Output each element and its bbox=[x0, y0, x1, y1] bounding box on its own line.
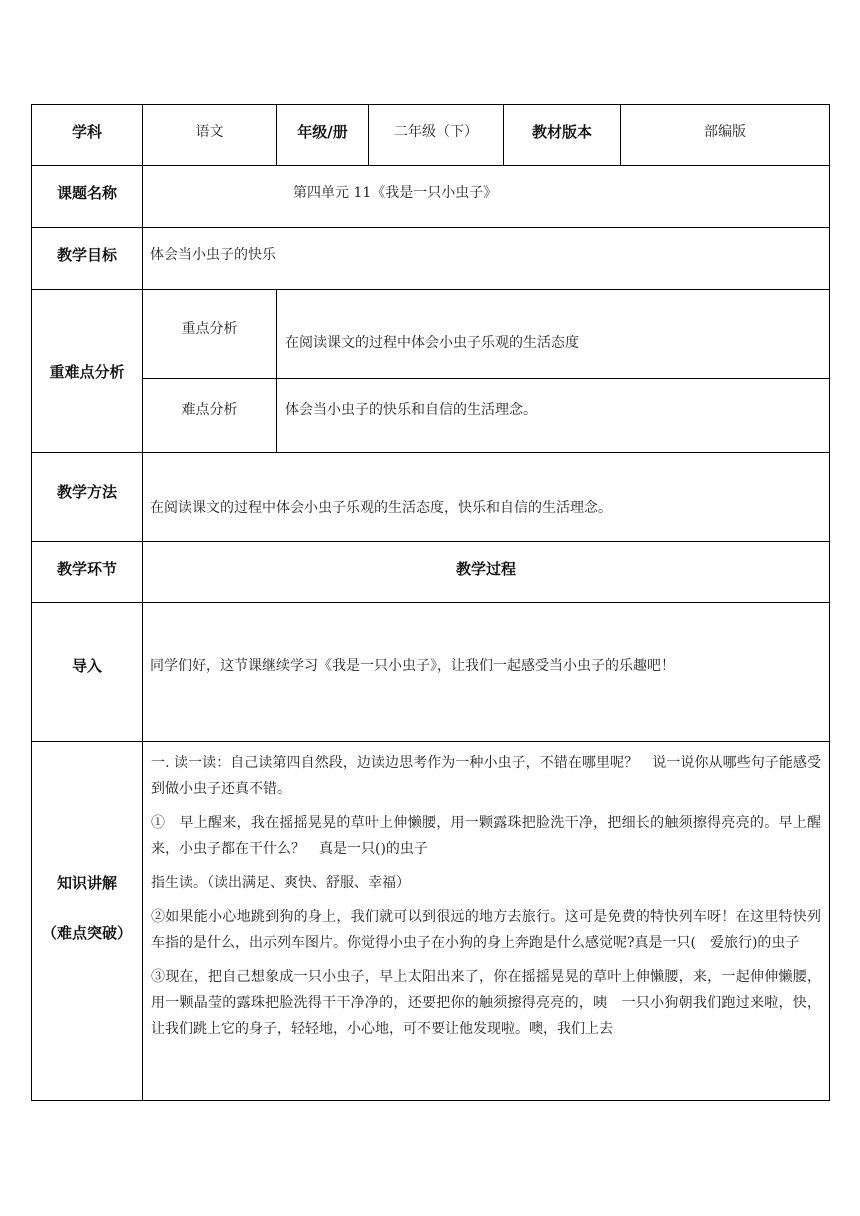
intro-value: 同学们好，这节课继续学习《我是一只小虫子》，让我们一起感受当小虫子的乐趣吧！ bbox=[143, 603, 830, 742]
goal-value: 体会当小虫子的快乐 bbox=[143, 228, 830, 290]
analysis-label: 重难点分析 bbox=[32, 290, 143, 453]
goal-row bbox=[32, 228, 830, 290]
difficult-analysis-value: 体会当小虫子的快乐和自信的生活理念。 bbox=[277, 379, 830, 453]
process-stage-label: 教学环节 bbox=[32, 542, 143, 603]
knowledge-content bbox=[143, 742, 829, 1100]
method-label: 教学方法 bbox=[32, 453, 143, 542]
knowledge-label-cell bbox=[32, 742, 143, 1101]
lesson-title: 第四单元 11《我是一只小虫子》 bbox=[143, 166, 830, 228]
method-row bbox=[32, 453, 830, 542]
key-analysis-label: 重点分析 bbox=[143, 290, 277, 379]
edition-value: 部编版 bbox=[621, 105, 830, 166]
knowledge-paragraph: ②如果能小心地跳到狗的身上，我们就可以到很远的地方去旅行。这可是免费的特快列车呀！在这里特快列车指的是什么，出示列车图片。你觉得小虫子在小狗的身上奔跑是什么感觉呢?真是一只( 爱旅行)的虫子 bbox=[151, 909, 821, 951]
knowledge-paragraph: 一. 读一读：自己读第四自然段，边读边思考作为一种小虫子，不错在哪里呢？ 说一说你从哪些句子能感受到做小虫子还真不错。 bbox=[151, 755, 821, 797]
intro-label: 导入 bbox=[32, 603, 143, 742]
process-header-row bbox=[32, 542, 830, 603]
knowledge-row bbox=[32, 742, 830, 1101]
process-title: 教学过程 bbox=[143, 542, 830, 603]
method-value: 在阅读课文的过程中体会小虫子乐观的生活态度，快乐和自信的生活理念。 bbox=[143, 453, 830, 542]
knowledge-paragraph: ① 早上醒来，我在摇摇晃晃的草叶上伸懒腰，用一颗露珠把脸洗干净，把细长的触须擦得亮亮的。早上醒来，小虫子都在干什么？ 真是一只()的虫子 bbox=[151, 815, 821, 857]
knowledge-label: 知识讲解 bbox=[56, 874, 117, 892]
lesson-plan-table-wrapper bbox=[31, 104, 829, 1101]
lesson-plan-table bbox=[31, 104, 830, 1101]
subject-label: 学科 bbox=[32, 105, 143, 166]
grade-value: 二年级（下） bbox=[369, 105, 504, 166]
grade-label: 年级/册 bbox=[277, 105, 369, 166]
subject-value: 语文 bbox=[143, 105, 277, 166]
header-row bbox=[32, 105, 830, 166]
difficult-analysis-label: 难点分析 bbox=[143, 379, 277, 453]
knowledge-paragraph: ③现在，把自己想象成一只小虫子，早上太阳出来了，你在摇摇晃晃的草叶上伸懒腰，来，一起伸伸懒腰，用一颗晶莹的露珠把脸洗得干干净净的，还要把你的触须擦得亮亮的，咦 一只小狗朝我们跑过来啦，快，让我们跳上它的身子，轻轻地，小心地，可不要让他发现啦。噢，我们上去 bbox=[151, 969, 821, 1037]
knowledge-paragraph: 指生读。（读出满足、爽快、舒服、幸福） bbox=[151, 875, 410, 891]
goal-label: 教学目标 bbox=[32, 228, 143, 290]
knowledge-content-cell bbox=[143, 742, 830, 1101]
difficult-analysis-row bbox=[32, 379, 830, 453]
knowledge-sublabel: （难点突破） bbox=[41, 924, 132, 942]
key-analysis-row bbox=[32, 290, 830, 379]
key-analysis-value: 在阅读课文的过程中体会小虫子乐观的生活态度 bbox=[277, 290, 830, 379]
lesson-label: 课题名称 bbox=[32, 166, 143, 228]
edition-label: 教材版本 bbox=[504, 105, 621, 166]
intro-row bbox=[32, 603, 830, 742]
lesson-row bbox=[32, 166, 830, 228]
